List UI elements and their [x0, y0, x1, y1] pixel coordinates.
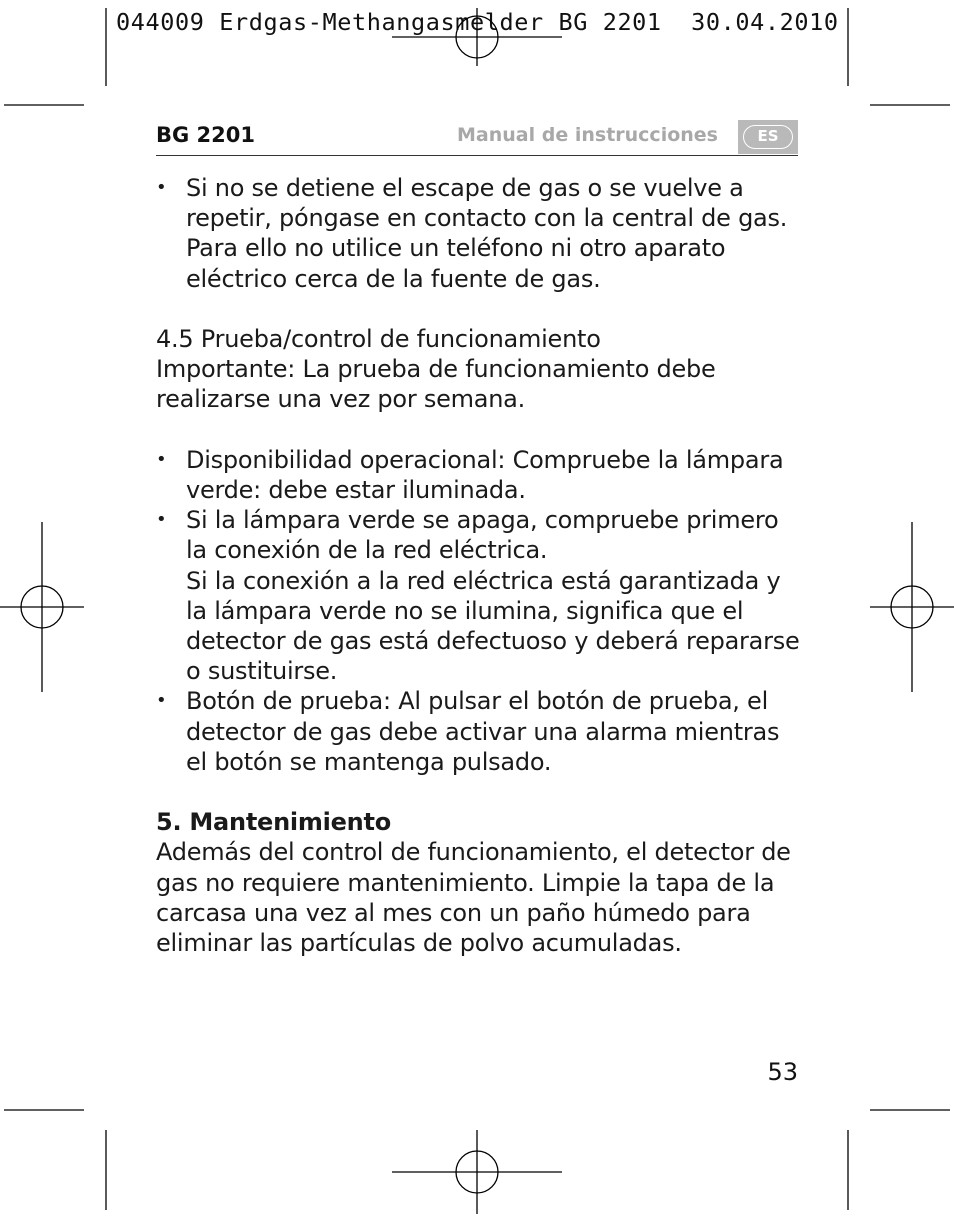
- list-item-text: Si no se detiene el escape de gas o se vuelve a repetir, póngase en contacto con la central de gas. Para ello no utilice un teléfono ni otro aparato eléctrico cerca de la fuente de gas.: [186, 174, 788, 293]
- bullet-glyph: •: [156, 509, 167, 531]
- list-item-text: Si la lámpara verde se apaga, compruebe primero la conexión de la red eléctrica.: [186, 506, 779, 565]
- page-content: [156, 173, 806, 958]
- model-name: BG 2201: [156, 123, 256, 147]
- section-heading-5: 5. Mantenimiento: [156, 808, 391, 837]
- page-header: [156, 123, 798, 156]
- section-body: Además del control de funcionamiento, el detector de gas no requiere mantenimiento. Limpie la tapa de la carcasa una vez al mes con un paño húmedo para eliminar las partículas de polvo acumuladas.: [156, 838, 791, 958]
- section-lead: Importante: La prueba de funcionamiento debe realizarse una vez por semana.: [156, 355, 716, 414]
- bullet-glyph: •: [156, 177, 167, 198]
- list-item: [156, 505, 806, 686]
- bullet-glyph: •: [156, 690, 167, 712]
- list-item-continuation: Si la conexión a la red eléctrica está garantizada y la lámpara verde no se ilumina, significa que el detector de gas está defectuoso y deberá repararse o sustituirse.: [186, 566, 800, 686]
- list-item: [156, 686, 806, 777]
- bullet-list-2: [156, 445, 806, 777]
- list-item: [156, 173, 806, 294]
- language-tab: [738, 120, 798, 154]
- list-item-text: Botón de prueba: Al pulsar el botón de prueba, el detector de gas debe activar una alarma mientras el botón se mantenga pulsado.: [186, 687, 780, 776]
- language-code: ES: [743, 125, 793, 149]
- print-slug: 044009 Erdgas-Methangasmelder BG 2201 30.04.2010: [116, 8, 839, 36]
- list-item: [156, 445, 806, 505]
- list-item-text: Disponibilidad operacional: Compruebe la lámpara verde: debe estar iluminada.: [186, 445, 784, 504]
- bullet-list-1: [156, 173, 806, 294]
- section-heading-4-5: 4.5 Prueba/control de funcionamiento: [156, 325, 601, 353]
- page-number: 53: [767, 1058, 798, 1086]
- bullet-glyph: •: [156, 448, 167, 470]
- manual-title: Manual de instrucciones: [457, 124, 718, 146]
